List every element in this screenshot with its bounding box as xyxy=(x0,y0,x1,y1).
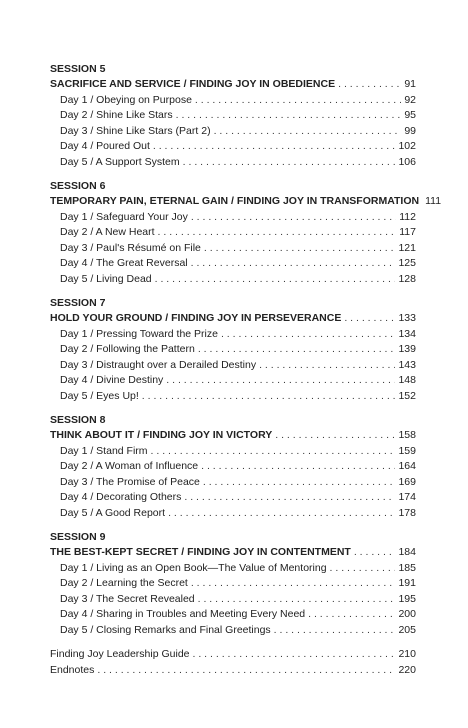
day-entry xyxy=(50,210,416,226)
day-entry xyxy=(50,490,416,506)
back-matter-entry-page-number: 210 xyxy=(398,648,416,660)
dot-leader xyxy=(191,576,396,592)
day-entry-page-number: 143 xyxy=(398,358,416,371)
dot-leader xyxy=(166,373,395,389)
dot-leader xyxy=(184,490,395,506)
dot-leader xyxy=(198,592,396,608)
day-entry xyxy=(50,459,416,475)
back-matter-entry-title: Endnotes xyxy=(50,663,95,676)
dot-leader xyxy=(308,607,395,623)
day-entry xyxy=(50,607,416,623)
dot-leader xyxy=(344,311,395,327)
day-entry-title: Day 2 / Following the Pattern xyxy=(60,343,195,355)
session-heading-title: TEMPORARY PAIN, ETERNAL GAIN / FINDING JOY IN TRANSFORMATION xyxy=(50,195,420,207)
day-entry-page-number: 128 xyxy=(398,272,416,285)
session-heading-title: THINK ABOUT IT / FINDING JOY IN VICTORY xyxy=(50,429,273,441)
session-heading xyxy=(50,545,416,561)
day-entry xyxy=(50,272,416,288)
day-entry-title: Day 4 / Decorating Others xyxy=(60,491,182,503)
day-entry-title: Day 2 / Learning the Secret xyxy=(60,577,188,589)
day-entry-page-number: 195 xyxy=(398,592,416,605)
dot-leader xyxy=(193,647,396,663)
day-entry xyxy=(50,93,416,109)
dot-leader xyxy=(221,327,396,343)
session-label: SESSION 6 xyxy=(50,180,106,192)
day-entry-page-number: 112 xyxy=(399,210,416,223)
dot-leader xyxy=(330,561,396,577)
day-entry-page-number: 139 xyxy=(398,343,416,355)
day-entry xyxy=(50,506,416,522)
dot-leader xyxy=(354,545,396,561)
session-block xyxy=(50,296,416,404)
day-entry-title: Day 4 / Divine Destiny xyxy=(60,374,164,386)
day-entry-page-number: 102 xyxy=(398,140,416,152)
session-heading xyxy=(50,77,416,93)
dot-leader xyxy=(204,241,396,257)
day-entry xyxy=(50,373,416,389)
day-entry-page-number: 152 xyxy=(398,389,416,402)
day-entry-page-number: 164 xyxy=(398,460,416,472)
day-entry-title: Day 3 / Shine Like Stars (Part 2) xyxy=(60,124,211,137)
session-heading-title: THE BEST-KEPT SECRET / FINDING JOY IN CONTENTMENT xyxy=(50,546,351,558)
day-entry-title: Day 1 / Safeguard Your Joy xyxy=(60,210,188,223)
dot-leader xyxy=(155,272,396,288)
day-entry-title: Day 5 / Eyes Up! xyxy=(60,389,139,402)
day-entry-title: Day 5 / Living Dead xyxy=(60,272,152,285)
day-entry-title: Day 1 / Pressing Toward the Prize xyxy=(60,327,218,340)
back-matter-entry xyxy=(50,647,416,663)
dot-leader xyxy=(198,342,396,358)
session-block xyxy=(50,530,416,638)
session-heading-page-number: 158 xyxy=(398,429,416,441)
day-entry-title: Day 1 / Living as an Open Book—The Value of Mentoring xyxy=(60,561,327,574)
day-entry xyxy=(50,623,416,639)
session-block xyxy=(50,179,442,287)
day-entry-page-number: 121 xyxy=(398,241,416,254)
session-label: SESSION 7 xyxy=(50,297,106,309)
day-entry xyxy=(50,342,416,358)
day-entry-title: Day 4 / Sharing in Troubles and Meeting Every Need xyxy=(60,608,306,620)
day-entry-title: Day 4 / Poured Out xyxy=(60,140,150,152)
dot-leader xyxy=(97,663,395,679)
day-entry xyxy=(50,592,416,608)
dot-leader xyxy=(259,358,395,374)
day-entry-page-number: 99 xyxy=(404,124,416,137)
day-entry-title: Day 3 / The Promise of Peace xyxy=(60,475,200,488)
day-entry xyxy=(50,358,416,374)
day-entry xyxy=(50,241,416,257)
dot-leader xyxy=(168,506,395,522)
day-entry-title: Day 3 / Distraught over a Derailed Destiny xyxy=(60,358,257,371)
day-entry-page-number: 117 xyxy=(399,226,416,238)
day-entry xyxy=(50,155,416,171)
day-entry-title: Day 4 / The Great Reversal xyxy=(60,257,188,269)
day-entry-title: Day 2 / A Woman of Influence xyxy=(60,460,199,472)
day-entry xyxy=(50,327,416,343)
day-entry-page-number: 200 xyxy=(398,608,416,620)
day-entry-title: Day 3 / Paul's Résumé on File xyxy=(60,241,201,254)
dot-leader xyxy=(176,108,402,124)
dot-leader xyxy=(191,210,396,226)
back-matter xyxy=(50,647,416,678)
day-entry xyxy=(50,561,416,577)
dot-leader xyxy=(201,459,395,475)
back-matter-entry-page-number: 220 xyxy=(398,663,416,676)
dot-leader xyxy=(275,428,395,444)
session-heading xyxy=(50,311,416,327)
day-entry-title: Day 2 / Shine Like Stars xyxy=(60,109,173,121)
day-entry-title: Day 5 / A Support System xyxy=(60,155,180,168)
session-heading-page-number: 184 xyxy=(398,546,416,558)
dot-leader xyxy=(203,475,396,491)
day-entry-page-number: 125 xyxy=(398,257,416,269)
day-entry-title: Day 1 / Obeying on Purpose xyxy=(60,93,192,106)
day-entry-title: Day 5 / A Good Report xyxy=(60,506,166,519)
session-block xyxy=(50,413,416,521)
session-heading xyxy=(50,428,416,444)
day-entry-title: Day 1 / Stand Firm xyxy=(60,444,148,457)
dot-leader xyxy=(183,155,396,171)
session-label: SESSION 5 xyxy=(50,63,106,75)
session-heading-page-number: 91 xyxy=(404,78,416,90)
day-entry xyxy=(50,225,416,241)
dot-leader xyxy=(158,225,397,241)
day-entry-page-number: 95 xyxy=(404,109,416,121)
session-heading-page-number: 133 xyxy=(398,312,416,324)
dot-leader xyxy=(214,124,402,140)
day-entry-page-number: 169 xyxy=(398,475,416,488)
day-entry-page-number: 185 xyxy=(398,561,416,574)
dot-leader xyxy=(338,77,401,93)
session-label: SESSION 9 xyxy=(50,531,106,543)
day-entry-title: Day 2 / A New Heart xyxy=(60,226,155,238)
day-entry xyxy=(50,108,416,124)
dot-leader xyxy=(191,256,396,272)
session-heading-page-number: 111 xyxy=(425,195,442,207)
day-entry xyxy=(50,576,416,592)
session-label: SESSION 8 xyxy=(50,414,106,426)
dot-leader xyxy=(153,139,396,155)
day-entry-page-number: 205 xyxy=(398,623,416,636)
session-heading-title: HOLD YOUR GROUND / FINDING JOY IN PERSEVERANCE xyxy=(50,312,342,324)
day-entry-page-number: 191 xyxy=(398,577,416,589)
day-entry xyxy=(50,124,416,140)
session-heading xyxy=(50,194,442,210)
day-entry-page-number: 178 xyxy=(398,506,416,519)
session-heading-title: SACRIFICE AND SERVICE / FINDING JOY IN OBEDIENCE xyxy=(50,78,336,90)
day-entry xyxy=(50,389,416,405)
dot-leader xyxy=(142,389,396,405)
day-entry-page-number: 134 xyxy=(398,327,416,340)
back-matter-entry-title: Finding Joy Leadership Guide xyxy=(50,648,190,660)
table-of-contents xyxy=(50,62,442,678)
day-entry-title: Day 5 / Closing Remarks and Final Greetings xyxy=(60,623,271,636)
day-entry xyxy=(50,256,416,272)
day-entry xyxy=(50,475,416,491)
day-entry-page-number: 92 xyxy=(404,93,416,106)
day-entry-page-number: 106 xyxy=(398,155,416,168)
back-matter-entry xyxy=(50,663,416,679)
day-entry-page-number: 174 xyxy=(398,491,416,503)
day-entry xyxy=(50,444,416,460)
dot-leader xyxy=(195,93,401,109)
day-entry-page-number: 148 xyxy=(398,374,416,386)
day-entry-page-number: 159 xyxy=(398,444,416,457)
day-entry-title: Day 3 / The Secret Revealed xyxy=(60,592,195,605)
session-block xyxy=(50,62,416,170)
dot-leader xyxy=(274,623,396,639)
day-entry xyxy=(50,139,416,155)
dot-leader xyxy=(151,444,396,460)
